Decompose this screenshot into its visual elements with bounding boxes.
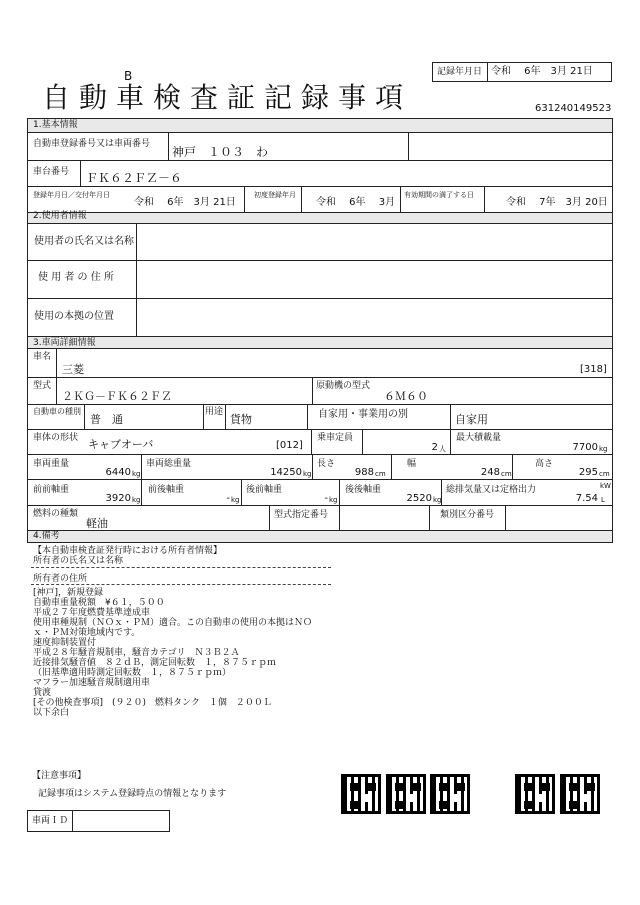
model-value: ２ＫＧ－ＦＫ６２ＦＺ [62,390,172,403]
engine-label: 原動機の型式 [316,381,371,391]
front-rear-axle-value: - [226,493,230,504]
rear-rear-axle-label: 後後軸重 [345,485,382,495]
record-date-label: 記録年月日 [437,67,483,77]
vehicle-weight-value: 6440 [105,467,131,478]
use-value: 貨物 [230,413,252,426]
page-title: 自動車検査証記録事項 [42,81,413,114]
use-label: 用途 [205,407,224,417]
section-3-title: 3.車両詳細情報 [33,338,96,348]
rear-rear-axle-unit: kg [433,496,442,504]
max-load-unit: kg [599,445,608,453]
length-label: 長さ [317,459,336,469]
height-value: 295 [578,467,598,478]
max-load-value: 7700 [572,442,598,453]
user-address-label: 使 用 者 の 住 所 [38,272,114,283]
section-4-header [28,531,612,542]
width-unit: cm [501,470,512,478]
type-designation-label: 型式指定番号 [274,510,329,520]
front-front-axle-value: 3920 [105,493,131,504]
form-letter: B [124,69,133,83]
maker-label: 車名 [33,352,52,362]
displacement-unit-kw: kW [600,482,611,490]
expiry-value: 令和 7年 3月 20日 [506,197,608,208]
first-registration-value: 令和 6年 3月 [316,197,396,208]
maker-value: 三菱 [62,363,84,376]
remark-line: 近接排気騒音値 ８２ｄＢ，測定回転数 １，８７５ｒｐｍ [33,658,277,668]
rear-front-axle-unit: kg [329,496,338,504]
remark-line: 速度抑制装置付 [33,638,97,648]
remark-line: 平成２８年騒音規制車，騒音カテゴリ Ｎ３Ｂ２Ａ [33,648,240,658]
gross-weight-label: 車両総重量 [146,459,192,469]
section-2-title: 2.使用者情報 [33,211,87,221]
qr-code-5 [560,774,600,814]
user-name-label: 使用者の氏名又は名称 [34,236,134,247]
remark-line: マフラー加速騒音規制適用車 [33,678,151,688]
section-1-header [28,119,612,132]
qr-code-3 [430,774,470,814]
car-id-label: 車両ＩＤ [32,816,69,826]
remark-line: 以下余白 [33,708,70,718]
remark-line: 自動車重量税額 ¥６１，５００ [33,598,165,608]
remark-line: 貸渡 [33,688,52,698]
qr-code-4 [515,774,555,814]
width-label: 幅 [407,459,417,469]
owner-info-heading: 【本自動車検査証発行時における所有者情報】 [33,546,223,556]
remark-line: 平成２７年度燃費基準達成車 [33,608,151,618]
owner-address-label: 所有者の住所 [33,574,88,584]
front-front-axle-label: 前前軸重 [33,485,70,495]
notice-heading: 【注意事項】 [32,771,87,781]
capacity-value: 2 [431,442,438,453]
remark-line: [神戸]，新規登録 [33,588,104,598]
width-value: 248 [480,467,500,478]
capacity-label: 乗車定員 [317,433,354,443]
displacement-unit-l: L [601,496,605,504]
section-3-header [28,337,612,348]
engine-value: ６Ｍ６０ [384,390,428,403]
fuel-type-value: 軽油 [86,517,108,530]
qr-code-1 [341,774,381,814]
front-rear-axle-unit: kg [231,496,240,504]
first-registration-label: 初度登録年月 [254,191,296,199]
notice-text: 記録事項はシステム登録時点の情報となります [38,789,227,799]
document-number: 631240149523 [535,103,612,114]
max-load-label: 最大積載量 [456,433,502,443]
remark-line: 使用車種規制（ＮＯｘ・ＰＭ）適合。この自動車の使用の本拠はＮＯ [33,618,313,628]
displacement-label: 総排気量又は定格出力 [446,485,537,495]
private-business-label: 自家用・事業用の別 [318,409,408,420]
rear-front-axle-label: 後前軸重 [246,485,283,495]
vehicle-kind-value: 普 通 [90,413,123,426]
remark-line: [その他検査事項] (９２０) 燃料タンク １個 ２００Ｌ [33,698,272,708]
maker-code: [318] [580,364,607,375]
length-unit: cm [375,470,386,478]
base-location-label: 使用の本拠の位置 [34,311,114,322]
model-label: 型式 [33,381,52,391]
gross-weight-unit: kg [303,470,312,478]
chassis-number-value: ＦＫ６２ＦＺ－６ [86,171,183,185]
body-shape-code: [012] [276,440,303,451]
section-1-title: 1.基本情報 [33,120,78,130]
rear-front-axle-value: - [324,493,328,504]
length-value: 988 [354,467,374,478]
front-front-axle-unit: kg [132,496,141,504]
weight-unit: kg [132,470,141,478]
category-number-label: 類別区分番号 [440,510,495,520]
fuel-type-label: 燃料の種類 [33,509,79,519]
body-shape-label: 車体の形状 [33,433,79,443]
qr-code-2 [386,774,426,814]
registration-date-value: 令和 6年 3月 21日 [134,197,236,208]
vehicle-kind-label: 自動車の種別 [33,407,81,416]
chassis-number-label: 車台番号 [33,167,70,177]
record-date-value: 令和 6年 3月 21日 [491,66,593,77]
gross-weight-value: 14250 [270,467,302,478]
section-4-title: 4.備考 [33,531,60,541]
capacity-unit: 人 [439,445,446,453]
height-label: 高さ [535,459,554,469]
section-2-header [28,213,612,223]
registration-number-label: 自動車登録番号又は車両番号 [33,139,151,149]
remark-line: （旧基準適用時測定回転数 １，８７５ｒｐｍ） [33,668,232,678]
rear-rear-axle-value: 2520 [406,493,432,504]
owner-name-label: 所有者の氏名又は名称 [33,556,124,566]
height-unit: cm [599,470,610,478]
private-business-value: 自家用 [455,413,488,426]
registration-number-value: 神戸 １０３ わ [172,145,269,159]
vehicle-weight-label: 車両重量 [33,459,70,469]
body-shape-value: キャブオーバ [88,438,154,451]
registration-date-label: 登録年月日／交付年月日 [33,191,110,199]
front-rear-axle-label: 前後軸重 [148,485,185,495]
remark-line: ｘ・ＰＭ対策地域内です。 [33,628,141,638]
expiry-label: 有効期間の満了する日 [404,191,474,199]
displacement-value: 7.54 [575,493,598,504]
